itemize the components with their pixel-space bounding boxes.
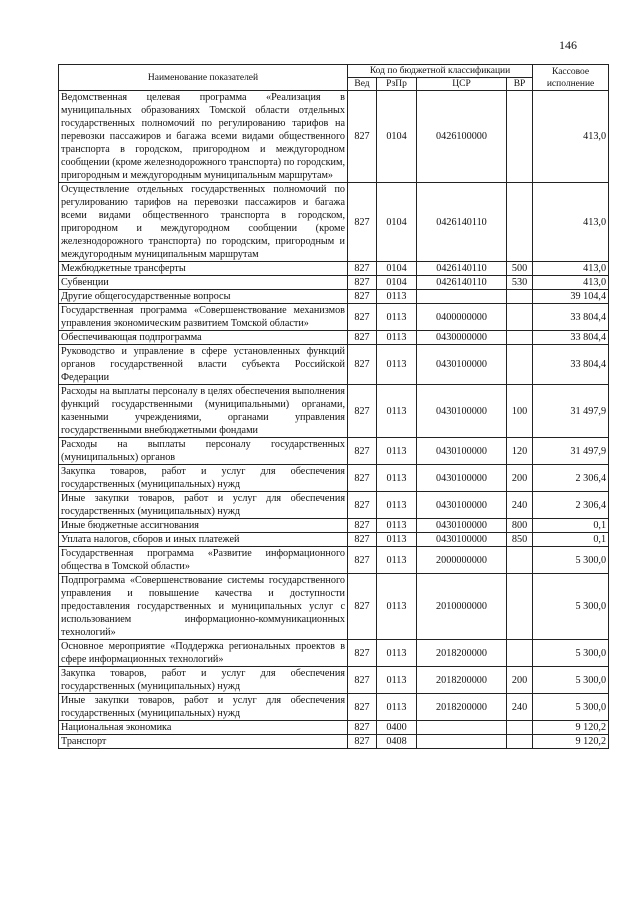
- row-rzpr: 0113: [377, 465, 417, 492]
- row-name: Государственная программа «Совершенствование механизмов управления экономическим развитием Томской области»: [59, 304, 348, 331]
- row-ved: 827: [348, 345, 377, 385]
- row-amount: 33 804,4: [533, 304, 609, 331]
- row-ved: 827: [348, 465, 377, 492]
- row-csr: 0430100000: [417, 519, 507, 533]
- row-vr: [507, 640, 533, 667]
- page-number: 146: [559, 38, 577, 52]
- row-amount: 9 120,2: [533, 721, 609, 735]
- header-csr: ЦСР: [417, 78, 507, 91]
- row-csr: 2018200000: [417, 667, 507, 694]
- row-vr: 850: [507, 533, 533, 547]
- row-vr: [507, 331, 533, 345]
- row-rzpr: 0104: [377, 262, 417, 276]
- row-name: Основное мероприятие «Поддержка региональных проектов в сфере информационных технологий»: [59, 640, 348, 667]
- row-vr: 800: [507, 519, 533, 533]
- table-row: [59, 276, 609, 290]
- row-vr: [507, 574, 533, 640]
- row-vr: [507, 91, 533, 183]
- header-code-group: Код по бюджетной классификации: [348, 65, 533, 78]
- row-ved: 827: [348, 262, 377, 276]
- row-amount: 39 104,4: [533, 290, 609, 304]
- row-rzpr: 0113: [377, 519, 417, 533]
- header-amount: Кассовое исполнение: [533, 65, 609, 91]
- row-amount: 413,0: [533, 183, 609, 262]
- table-row: [59, 465, 609, 492]
- table-row: [59, 735, 609, 749]
- table-row: [59, 304, 609, 331]
- budget-table: [58, 64, 609, 749]
- row-ved: 827: [348, 640, 377, 667]
- row-amount: 9 120,2: [533, 735, 609, 749]
- row-ved: 827: [348, 694, 377, 721]
- row-ved: 827: [348, 547, 377, 574]
- table-row: [59, 91, 609, 183]
- row-rzpr: 0408: [377, 735, 417, 749]
- row-vr: [507, 721, 533, 735]
- row-ved: 827: [348, 331, 377, 345]
- row-rzpr: 0113: [377, 492, 417, 519]
- row-rzpr: 0104: [377, 276, 417, 290]
- row-csr: 2010000000: [417, 574, 507, 640]
- row-rzpr: 0113: [377, 438, 417, 465]
- row-name: Иные закупки товаров, работ и услуг для обеспечения государственных (муниципальных) нужд: [59, 492, 348, 519]
- row-amount: 5 300,0: [533, 640, 609, 667]
- table-row: [59, 640, 609, 667]
- table-body: [59, 91, 609, 749]
- row-vr: [507, 345, 533, 385]
- row-csr: 0430100000: [417, 345, 507, 385]
- row-vr: 240: [507, 492, 533, 519]
- row-rzpr: 0113: [377, 640, 417, 667]
- table-row: [59, 438, 609, 465]
- row-amount: 33 804,4: [533, 331, 609, 345]
- row-name: Субвенции: [59, 276, 348, 290]
- header-vr: ВР: [507, 78, 533, 91]
- row-vr: 100: [507, 385, 533, 438]
- row-rzpr: 0113: [377, 290, 417, 304]
- table-row: [59, 331, 609, 345]
- row-amount: 413,0: [533, 91, 609, 183]
- row-name: Другие общегосударственные вопросы: [59, 290, 348, 304]
- row-ved: 827: [348, 91, 377, 183]
- row-ved: 827: [348, 183, 377, 262]
- row-csr: 0400000000: [417, 304, 507, 331]
- row-name: Иные закупки товаров, работ и услуг для обеспечения государственных (муниципальных) нужд: [59, 694, 348, 721]
- row-amount: 5 300,0: [533, 667, 609, 694]
- row-csr: [417, 735, 507, 749]
- row-csr: [417, 290, 507, 304]
- row-ved: 827: [348, 574, 377, 640]
- row-vr: 200: [507, 667, 533, 694]
- row-csr: 0430100000: [417, 385, 507, 438]
- table-row: [59, 667, 609, 694]
- row-name: Закупка товаров, работ и услуг для обеспечения государственных (муниципальных) нужд: [59, 465, 348, 492]
- table-row: [59, 183, 609, 262]
- header-row-top: [59, 65, 609, 78]
- row-rzpr: 0113: [377, 667, 417, 694]
- row-ved: 827: [348, 385, 377, 438]
- row-csr: 0426140110: [417, 276, 507, 290]
- row-csr: 0426140110: [417, 183, 507, 262]
- row-name: Закупка товаров, работ и услуг для обеспечения государственных (муниципальных) нужд: [59, 667, 348, 694]
- row-amount: 5 300,0: [533, 574, 609, 640]
- row-csr: 2018200000: [417, 640, 507, 667]
- row-csr: 0430100000: [417, 465, 507, 492]
- row-vr: 240: [507, 694, 533, 721]
- row-rzpr: 0113: [377, 547, 417, 574]
- row-amount: 413,0: [533, 262, 609, 276]
- row-rzpr: 0104: [377, 183, 417, 262]
- row-name: Иные бюджетные ассигнования: [59, 519, 348, 533]
- header-rzpr: РзПр: [377, 78, 417, 91]
- row-csr: 0426100000: [417, 91, 507, 183]
- row-name: Ведомственная целевая программа «Реализация в муниципальных образованиях Томской области отдельных государственных полномочий по регулированию тарифов на перевозки пассажиров и багажа всеми видами общественного транспорта в городском, пригородном и междугородном сообщении (кроме железнодорожного транспорта) по городским, пригородным и междугородным муниципальным маршрутам»: [59, 91, 348, 183]
- row-vr: [507, 183, 533, 262]
- row-rzpr: 0113: [377, 694, 417, 721]
- row-rzpr: 0104: [377, 91, 417, 183]
- table-row: [59, 345, 609, 385]
- row-amount: 0,1: [533, 533, 609, 547]
- row-name: Обеспечивающая подпрограмма: [59, 331, 348, 345]
- row-name: Подпрограмма «Совершенствование системы государственного управления и повышение качества и доступности предоставления государственных и муниципальных услуг с использованием информационно-коммуникационных технологий»: [59, 574, 348, 640]
- row-amount: 2 306,4: [533, 492, 609, 519]
- row-ved: 827: [348, 276, 377, 290]
- row-csr: 0426140110: [417, 262, 507, 276]
- row-rzpr: 0113: [377, 533, 417, 547]
- row-ved: 827: [348, 519, 377, 533]
- table-row: [59, 262, 609, 276]
- row-vr: [507, 290, 533, 304]
- row-rzpr: 0113: [377, 574, 417, 640]
- row-name: Национальная экономика: [59, 721, 348, 735]
- row-vr: [507, 304, 533, 331]
- row-amount: 5 300,0: [533, 547, 609, 574]
- header-name: Наименование показателей: [59, 65, 348, 91]
- row-csr: 2018200000: [417, 694, 507, 721]
- table-row: [59, 519, 609, 533]
- row-name: Межбюджетные трансферты: [59, 262, 348, 276]
- row-csr: 0430100000: [417, 533, 507, 547]
- row-rzpr: 0113: [377, 304, 417, 331]
- row-name: Государственная программа «Развитие информационного общества в Томской области»: [59, 547, 348, 574]
- row-amount: 31 497,9: [533, 385, 609, 438]
- row-name: Расходы на выплаты персоналу в целях обеспечения выполнения функций государственными (муниципальными) органами, казенными учреждениями, органами управления государственными внебюджетными фондами: [59, 385, 348, 438]
- row-amount: 5 300,0: [533, 694, 609, 721]
- row-ved: 827: [348, 290, 377, 304]
- row-amount: 413,0: [533, 276, 609, 290]
- row-amount: 2 306,4: [533, 465, 609, 492]
- row-vr: 200: [507, 465, 533, 492]
- table-row: [59, 694, 609, 721]
- table-row: [59, 385, 609, 438]
- row-rzpr: 0113: [377, 331, 417, 345]
- row-amount: 31 497,9: [533, 438, 609, 465]
- row-vr: [507, 735, 533, 749]
- row-csr: 0430100000: [417, 492, 507, 519]
- row-ved: 827: [348, 533, 377, 547]
- row-amount: 33 804,4: [533, 345, 609, 385]
- row-name: Уплата налогов, сборов и иных платежей: [59, 533, 348, 547]
- row-ved: 827: [348, 721, 377, 735]
- table-row: [59, 574, 609, 640]
- row-name: Осуществление отдельных государственных полномочий по регулированию тарифов на перевозки пассажиров и багажа всеми видами общественного транспорта в городском, пригородном и междугородном сообщении (кроме железнодорожного транспорта) по городским, пригородным и междугородным муниципальным маршрутам: [59, 183, 348, 262]
- row-csr: 0430100000: [417, 438, 507, 465]
- row-name: Руководство и управление в сфере установленных функций органов государственной власти субъекта Российской Федерации: [59, 345, 348, 385]
- row-ved: 827: [348, 438, 377, 465]
- row-vr: 120: [507, 438, 533, 465]
- row-amount: 0,1: [533, 519, 609, 533]
- row-ved: 827: [348, 304, 377, 331]
- row-csr: 0430000000: [417, 331, 507, 345]
- header-ved: Вед: [348, 78, 377, 91]
- row-name: Транспорт: [59, 735, 348, 749]
- row-rzpr: 0400: [377, 721, 417, 735]
- table-row: [59, 721, 609, 735]
- row-vr: 530: [507, 276, 533, 290]
- row-ved: 827: [348, 735, 377, 749]
- row-csr: [417, 721, 507, 735]
- row-rzpr: 0113: [377, 345, 417, 385]
- table-row: [59, 290, 609, 304]
- table-row: [59, 492, 609, 519]
- row-ved: 827: [348, 667, 377, 694]
- row-vr: [507, 547, 533, 574]
- row-vr: 500: [507, 262, 533, 276]
- row-csr: 2000000000: [417, 547, 507, 574]
- row-rzpr: 0113: [377, 385, 417, 438]
- table-row: [59, 547, 609, 574]
- table-row: [59, 533, 609, 547]
- row-name: Расходы на выплаты персоналу государственных (муниципальных) органов: [59, 438, 348, 465]
- row-ved: 827: [348, 492, 377, 519]
